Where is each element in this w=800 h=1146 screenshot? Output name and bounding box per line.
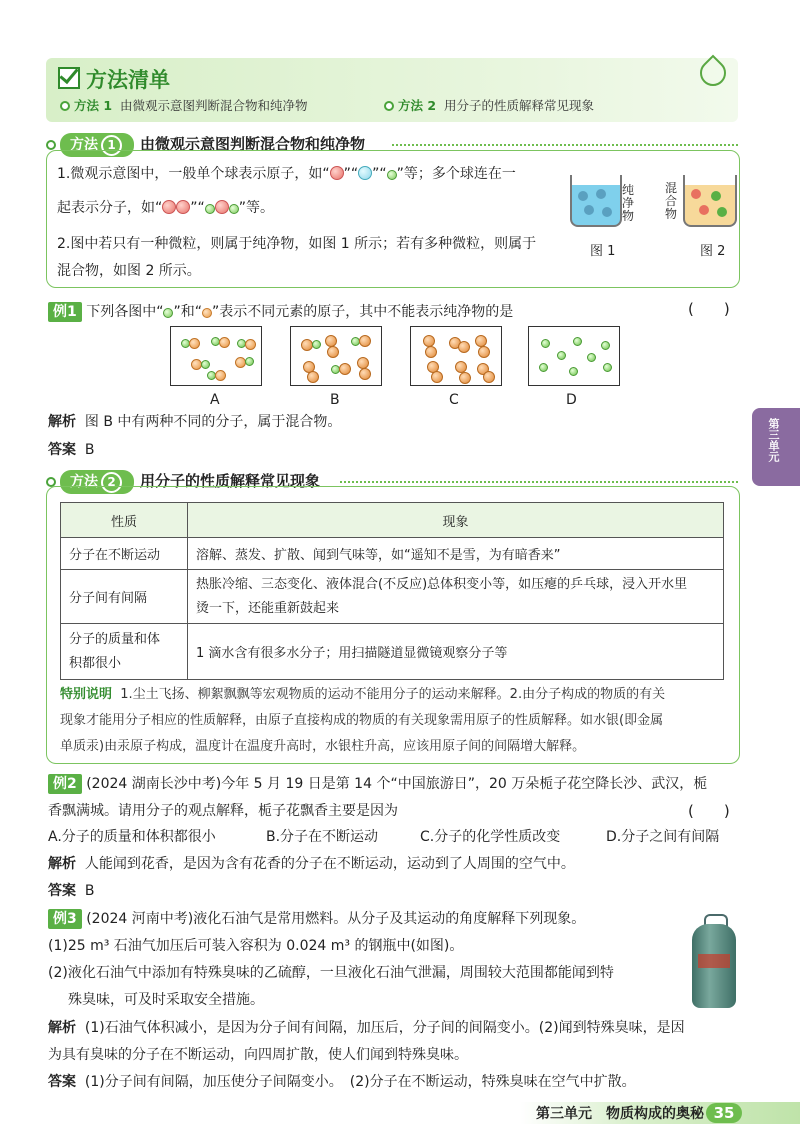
option-c-label[interactable]: C	[449, 392, 459, 408]
option-a-label[interactable]: A	[210, 392, 220, 408]
green-atom-icon	[387, 170, 397, 180]
example1-answer: 答案 B	[48, 442, 95, 458]
method1-heading: 方法 1 由微观示意图判断混合物和纯净物	[46, 133, 365, 155]
special-note: 特别说明 1.尘土飞扬、柳絮飘飘等宏观物质的运动不能用分子的运动来解释。2.由分子构成的物质的有关 现象才能用分子相应的性质解释，由原子直接构成的物质的有关现象需用原子的性质解释。如水银(即金属 单质汞)由汞原子构成，温度计在温度升高时，水银柱升高，应该用原子间的间隔增大解释。	[60, 687, 666, 754]
example-label: 例3	[48, 909, 82, 929]
example2-line1: 例2 (2024 湖南长沙中考)今年 5 月 19 日是第 14 个“中国旅游日”，20 万朵栀子花空降长沙、武汉，栀	[48, 770, 748, 799]
example3-analysis: 解析 (1)石油气体积减小，是因为分子间有间隔，加压后，分子间的间隔变小。(2)闻到特殊臭味，是因	[48, 1020, 685, 1036]
checkbox-icon	[58, 67, 80, 89]
method1-para1-cont: 起表示分子，如“ ”“ ”等。	[57, 200, 275, 216]
option-c-panel	[410, 326, 502, 386]
example2-line2: 香飘满城。请用分子的观点解释，栀子花飘香主要是因为	[48, 803, 398, 819]
method1-para1: 1.微观示意图中，一般单个球表示原子，如“ ”“ ”“ ”等；多个球连在一	[57, 166, 516, 182]
footer-unit-title: 第三单元 物质构成的奥秘	[536, 1106, 704, 1122]
table-header: 现象	[188, 503, 724, 538]
bullet-icon	[60, 101, 70, 111]
option-d-label[interactable]: D	[566, 392, 577, 408]
table-header: 性质	[61, 503, 188, 538]
option-d-panel	[528, 326, 620, 386]
example3-answer: 答案 (1)分子间有间隔，加压使分子间隔变小。 (2)分子在不断运动，特殊臭味在空气中扩散。	[48, 1074, 636, 1090]
unit-side-tab[interactable]: 第三单元	[752, 408, 800, 486]
answer-blank[interactable]: ( )	[688, 300, 730, 318]
method1-para2: 2.图中若只有一种微粒，则属于纯净物，如图 1 所示；若有多种微粒，则属于	[57, 236, 537, 252]
page-number: 35	[706, 1103, 742, 1123]
header-method1[interactable]: 方法 1 由微观示意图判断混合物和纯净物	[60, 96, 308, 114]
example3-q2: (2)液化石油气中添加有特殊臭味的乙硫醇，一旦液化石油气泄漏，周围较大范围都能闻到特	[48, 965, 614, 981]
example2-answer: 答案 B	[48, 883, 95, 899]
example3-analysis-cont: 为具有臭味的分子在不断运动，向四周扩散，使人们闻到特殊臭味。	[48, 1047, 468, 1063]
orange-atom-icon	[202, 308, 212, 318]
table-row: 分子在不断运动 溶解、蒸发、扩散、闻到气味等，如“遥知不是雪，为有暗香来”	[61, 538, 724, 570]
answer-blank[interactable]: ( )	[688, 802, 730, 820]
example2-option-d[interactable]: D.分子之间有间隔	[606, 829, 720, 845]
example1-analysis: 解析 图 B 中有两种不同的分子，属于混合物。	[48, 414, 342, 430]
property-table	[60, 502, 724, 680]
page-title: 方法清单	[86, 68, 170, 92]
option-a-panel	[170, 326, 262, 386]
fig2-caption: 图 2	[700, 244, 726, 259]
bullet-icon	[46, 140, 56, 150]
method-tag: 方法 1	[60, 133, 134, 157]
fig2-label: 混合物	[665, 181, 678, 221]
red-molecule-icon	[162, 200, 176, 214]
bullet-icon	[384, 101, 394, 111]
green-molecule-icon	[229, 204, 239, 214]
method-tag: 方法 2	[60, 470, 134, 494]
example3-line1: 例3 (2024 河南中考)液化石油气是常用燃料。从分子及其运动的角度解释下列现象。	[48, 905, 585, 934]
red-molecule-icon	[176, 200, 190, 214]
red-molecule-icon	[215, 200, 229, 214]
divider	[392, 144, 738, 146]
beaker-mixture-icon	[683, 175, 737, 227]
method2-heading: 方法 2 用分子的性质解释常见现象	[46, 470, 320, 492]
red-atom-icon	[330, 166, 344, 180]
table-row: 分子的质量和体 积都很小 1 滴水含有很多水分子；用扫描隧道显微镜观察分子等	[61, 624, 724, 680]
beaker-pure-icon	[570, 175, 622, 227]
fig1-label: 纯净物	[622, 183, 635, 223]
example-label: 例1	[48, 302, 82, 322]
method1-para2-cont: 混合物，如图 2 所示。	[57, 263, 201, 279]
divider	[340, 481, 738, 483]
header-method2[interactable]: 方法 2 用分子的性质解释常见现象	[384, 96, 594, 114]
option-b-panel	[290, 326, 382, 386]
table-row: 分子间有间隔 热胀冷缩、三态变化、液体混合(不反应)总体积变小等，如压瘪的乒乓球，浸入开水里 烫一下，还能重新鼓起来	[61, 570, 724, 624]
example2-analysis: 解析 人能闻到花香，是因为含有花香的分子在不断运动，运动到了人周围的空气中。	[48, 856, 575, 872]
green-molecule-icon	[205, 204, 215, 214]
gas-cylinder-icon	[690, 914, 738, 1010]
table-header-row	[61, 503, 724, 538]
cyan-atom-icon	[358, 166, 372, 180]
example3-q2-cont: 殊臭味，可及时采取安全措施。	[68, 992, 264, 1008]
option-b-label[interactable]: B	[330, 392, 340, 408]
example1-question: 例1 下列各图中“ ”和“ ”表示不同元素的原子，其中不能表示纯净物的是	[48, 298, 513, 327]
example2-option-a[interactable]: A.分子的质量和体积都很小	[48, 829, 216, 845]
example2-option-c[interactable]: C.分子的化学性质改变	[420, 829, 561, 845]
example3-q1: (1)25 m³ 石油气加压后可装入容积为 0.024 m³ 的钢瓶中(如图)。	[48, 938, 464, 954]
example2-option-b[interactable]: B.分子在不断运动	[266, 829, 379, 845]
fig1-caption: 图 1	[590, 244, 616, 259]
green-atom-icon	[163, 308, 173, 318]
example-label: 例2	[48, 774, 82, 794]
